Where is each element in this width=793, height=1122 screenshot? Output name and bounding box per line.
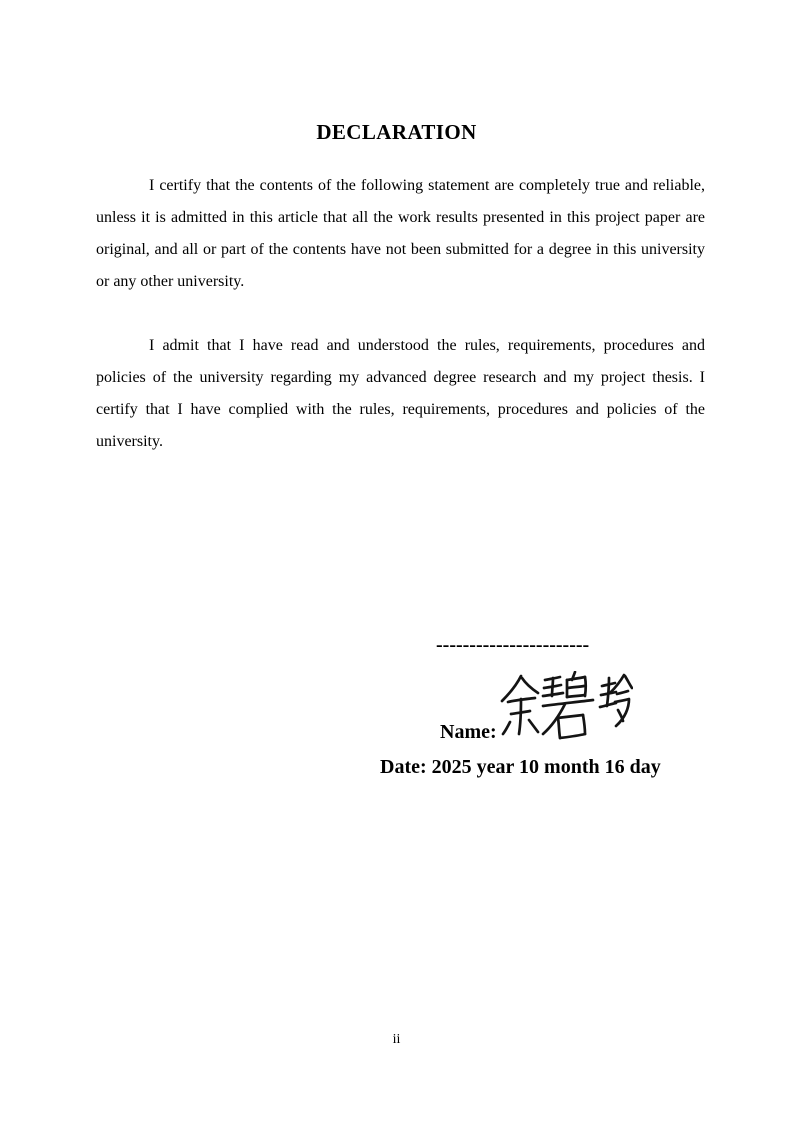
handwritten-signature-icon — [499, 671, 633, 745]
page-title: DECLARATION — [316, 120, 477, 145]
date-line: Date: 2025 year 10 month 16 day — [380, 756, 661, 778]
declaration-paragraph-2: I admit that I have read and understood the rules, requirements, procedures and policies of the university regarding my advanced degree research and my project thesis. I certify that I have complied with the rules, requirements, procedures and policies of the university. — [96, 337, 705, 450]
signature-dashed-line: ----------------------- — [436, 634, 590, 656]
page-number: ii — [392, 1032, 401, 1047]
signature-char-2 — [543, 672, 593, 738]
signature-char-1 — [502, 676, 538, 734]
name-label: Name: — [440, 721, 497, 743]
signature-char-3 — [600, 675, 632, 726]
declaration-paragraph-1: I certify that the contents of the following statement are completely true and reliable, unless it is admitted in this article that all the work results presented in this project paper are original, and all or part of the contents have not been submitted for a degree in this university or any other university. — [96, 177, 705, 290]
